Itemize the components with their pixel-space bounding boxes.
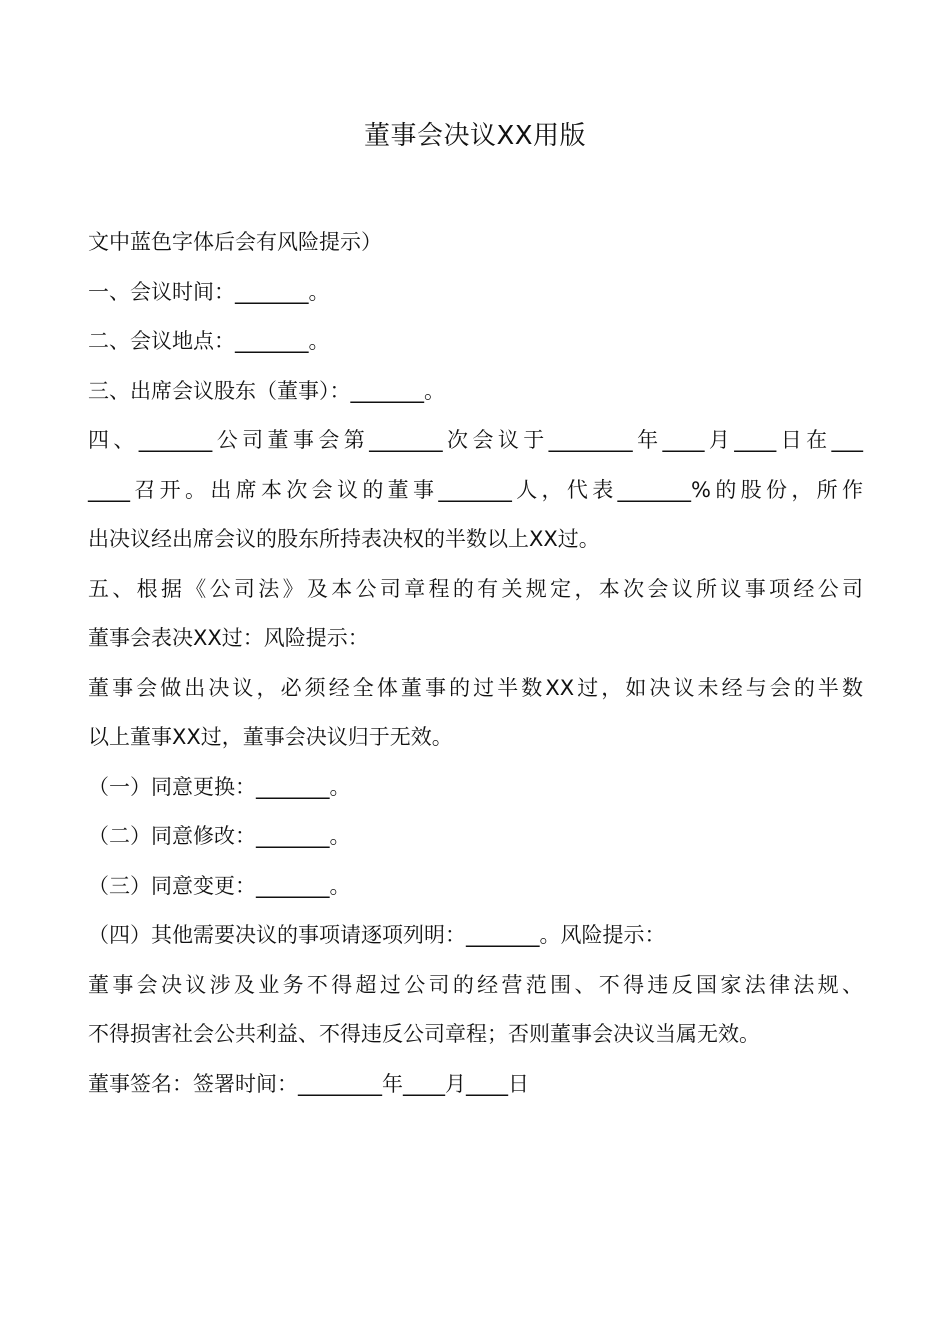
- risk-note-line: 文中蓝色字体后会有风险提示）: [88, 230, 382, 254]
- resolution-item-4: （四）其他需要决议的事项请逐项列明：_______。风险提示：: [88, 923, 666, 947]
- risk-warning-line-1: 董事会做出决议，必须经全体董事的过半数XX过，如决议未经与会的半数: [88, 675, 863, 700]
- resolution-item-2: （二）同意修改：_______。: [88, 824, 351, 848]
- meeting-session-line-1: 四、_______公司董事会第_______次会议于________年____月____日在___: [88, 428, 863, 452]
- document-body: [88, 218, 863, 1109]
- validity-warning-line-2: 不得损害社会公共利益、不得违反公司章程；否则董事会决议当属无效。: [88, 1022, 760, 1046]
- risk-warning-line-2: 以上董事XX过，董事会决议归于无效。: [88, 725, 453, 749]
- meeting-session-line-3: 出决议经出席会议的股东所持表决权的半数以上XX过。: [88, 527, 600, 551]
- document-title: 董事会决议XX用版: [363, 121, 587, 151]
- signature-line: 董事签名：签署时间：________年____月____日: [88, 1071, 529, 1096]
- resolution-basis-line-1: 五、根据《公司法》及本公司章程的有关规定，本次会议所议事项经公司: [88, 576, 863, 601]
- meeting-place-line: 二、会议地点：_______。: [88, 329, 330, 353]
- resolution-item-3: （三）同意变更：_______。: [88, 873, 351, 898]
- resolution-item-1: （一）同意更换：_______。: [88, 774, 351, 799]
- validity-warning-line-1: 董事会决议涉及业务不得超过公司的经营范围、不得违反国家法律法规、: [88, 972, 863, 997]
- meeting-session-line-2: ____召开。出席本次会议的董事_______人，代表_______%的股份，所作: [88, 477, 863, 502]
- resolution-basis-line-2: 董事会表决XX过：风险提示：: [88, 626, 369, 650]
- meeting-time-line: 一、会议时间：_______。: [88, 279, 330, 304]
- attendees-line: 三、出席会议股东（董事）：_______。: [88, 378, 445, 403]
